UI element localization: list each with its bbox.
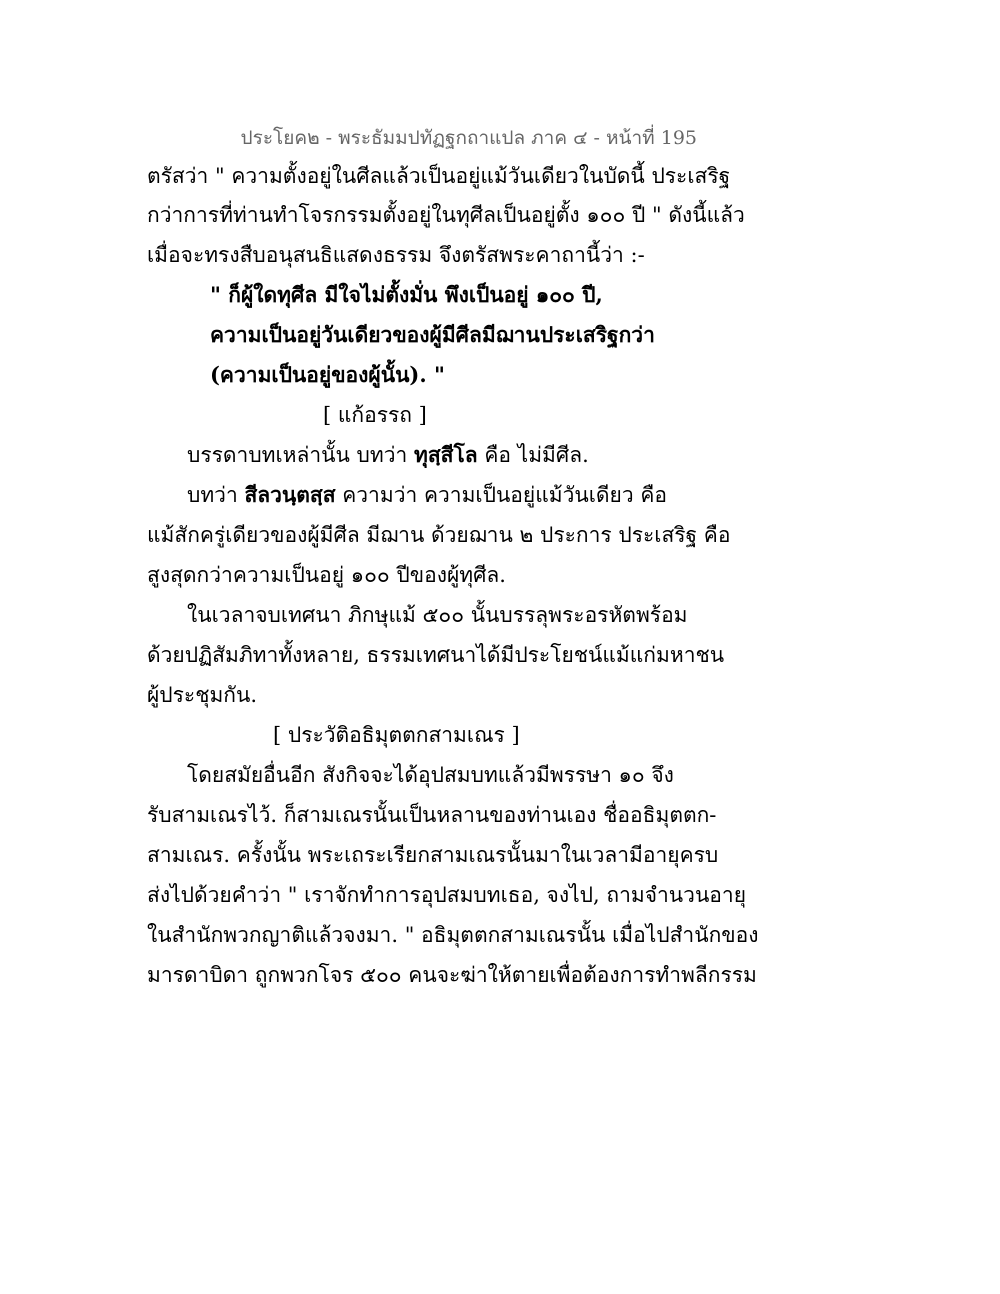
paragraph-line: มารดาบิดา ถูกพวกโจร ๕๐๐ คนจะฆ่าให้ตายเพื่อต้องการทำพลีกรรม xyxy=(147,963,757,987)
pali-term: สีลวนฺตสฺส xyxy=(244,482,336,507)
verse-line: (ความเป็นอยู่ของผู้นั้น). " xyxy=(210,362,445,387)
text-span: คือ ไม่มีศีล. xyxy=(477,443,589,467)
paragraph-line: รับสามเณรไว้. ก็สามเณรนั้นเป็นหลานของท่านเอง ชื่ออธิมุตตก- xyxy=(147,803,717,827)
paragraph-line: สูงสุดกว่าความเป็นอยู่ ๑๐๐ ปีของผู้ทุศีล. xyxy=(147,563,506,587)
text-line: กว่าการที่ท่านทำโจรกรรมตั้งอยู่ในทุศีลเป็นอยู่ตั้ง ๑๐๐ ปี " ดังนี้แล้ว xyxy=(147,203,745,227)
paragraph-line: ส่งไปด้วยคำว่า " เราจักทำการอุปสมบทเธอ, จงไป, ถามจำนวนอายุ xyxy=(147,883,747,907)
text-line: ตรัสว่า " ความตั้งอยู่ในศีลแล้วเป็นอยู่แม้วันเดียวในบัดนี้ ประเสริฐ xyxy=(147,164,731,188)
paragraph-line: สามเณร. ครั้งนั้น พระเถระเรียกสามเณรนั้นมาในเวลามีอายุครบ xyxy=(147,843,719,867)
section-heading: [ ประวัติอธิมุตตกสามเณร ] xyxy=(273,723,520,747)
text-line: เมื่อจะทรงสืบอนุสนธิแสดงธรรม จึงตรัสพระคาถานี้ว่า :- xyxy=(147,243,645,267)
section-heading: [ แก้อรรถ ] xyxy=(323,403,427,427)
paragraph-line: แม้สักครู่เดียวของผู้มีศีล มีฌาน ด้วยฌาน ๒ ประการ ประเสริฐ คือ xyxy=(147,523,731,547)
paragraph-line: ในเวลาจบเทศนา ภิกษุแม้ ๕๐๐ นั้นบรรลุพระอรหัตพร้อม xyxy=(187,603,688,627)
paragraph-line: โดยสมัยอื่นอีก สังกิจจะได้อุปสมบทแล้วมีพรรษา ๑๐ จึง xyxy=(187,763,674,787)
paragraph-line: ด้วยปฏิสัมภิทาทั้งหลาย, ธรรมเทศนาได้มีประโยชน์แม้แก่มหาชน xyxy=(147,643,725,667)
pali-term: ทุสฺสีโล xyxy=(414,442,478,467)
text-span: ความว่า ความเป็นอยู่แม้วันเดียว คือ xyxy=(335,483,667,507)
page-header: ประโยค๒ - พระธัมมปทัฏฐกถาแปล ภาค ๔ - หน้าที่ 195 xyxy=(240,127,697,149)
verse-line: ความเป็นอยู่วันเดียวของผู้มีศีลมีฌานประเสริฐกว่า xyxy=(210,322,655,347)
text-span: บทว่า xyxy=(187,483,245,507)
text-span: บรรดาบทเหล่านั้น บทว่า xyxy=(187,443,414,467)
paragraph-line xyxy=(187,441,589,469)
paragraph-line xyxy=(187,481,667,509)
paragraph-line: ในสำนักพวกญาติแล้วจงมา. " อธิมุตตกสามเณรนั้น เมื่อไปสำนักของ xyxy=(147,923,759,947)
verse-line: " ก็ผู้ใดทุศีล มีใจไม่ตั้งมั่น พึงเป็นอยู่ ๑๐๐ ปี, xyxy=(210,282,603,307)
paragraph-line: ผู้ประชุมกัน. xyxy=(147,683,258,707)
